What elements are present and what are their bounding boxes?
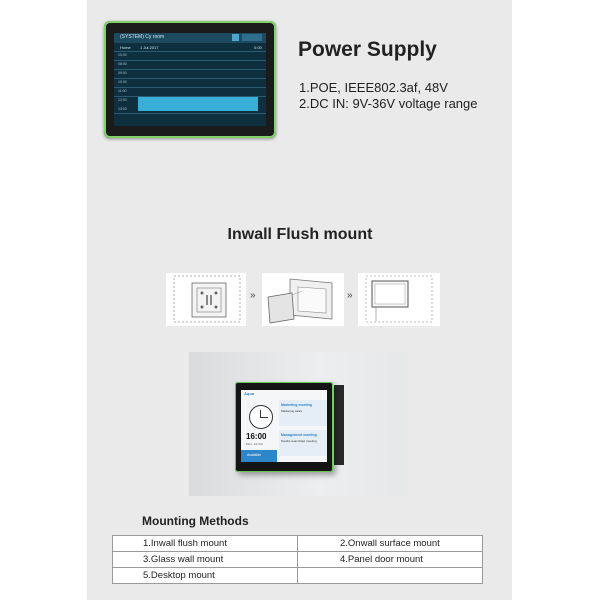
screen-col3: 0:00 (254, 45, 262, 50)
screen-row (114, 113, 266, 114)
device-side-bracket (334, 385, 344, 465)
screen-time: 13:00 (118, 107, 127, 111)
device-date: Mon, Jul 3rd (246, 442, 263, 446)
mounting-methods-title: Mounting Methods (142, 514, 249, 528)
device-brand: Aqua (244, 391, 254, 396)
table-cell: 1.Inwall flush mount (113, 536, 298, 552)
device-screen (241, 390, 327, 462)
table-cell: 5.Desktop mount (113, 568, 298, 584)
table-cell (298, 568, 483, 584)
table-row (113, 568, 483, 584)
clock-icon (249, 405, 273, 429)
inwall-step-3-diagram (358, 273, 440, 326)
screen-time: 12:00 (118, 98, 127, 102)
screen-header-title: (SYSTEM) Cy room (120, 34, 165, 40)
power-supply-line-1: 1.POE, IEEE802.3af, 48V (299, 80, 448, 95)
screen-col1: Home (120, 45, 131, 50)
device-time: 16:00 (246, 432, 267, 441)
table-row (113, 536, 483, 552)
inwall-step-1-diagram (166, 273, 246, 326)
screen-row (114, 69, 266, 70)
mounting-methods-table (112, 535, 483, 584)
meeting-1-title: Marketing meeting (281, 403, 312, 407)
device-tablet (235, 382, 333, 472)
step-arrow-1: » (250, 290, 256, 301)
device-wall-photo (189, 352, 408, 496)
inwall-flush-mount-title: Inwall Flush mount (227, 226, 373, 243)
table-cell: 3.Glass wall mount (113, 552, 298, 568)
screen-col2: 1 Jul 2017 (140, 45, 159, 50)
status-text: Available (247, 453, 262, 457)
screen-time: 10:00 (118, 53, 127, 57)
screen-row (114, 51, 266, 52)
meeting-2-title: Management meeting (281, 433, 317, 437)
screen-action-button (242, 34, 262, 41)
screen-time: 11:00 (118, 89, 127, 93)
table-cell: 2.Onwall surface mount (298, 536, 483, 552)
screen-row (114, 87, 266, 88)
screen-time: 08:00 (118, 62, 127, 66)
tablet-screen (114, 33, 266, 126)
clock-minute-hand (260, 417, 268, 418)
screen-menu-icon (232, 34, 239, 41)
table-cell: 4.Panel door mount (298, 552, 483, 568)
tablet-image-top (104, 21, 276, 138)
screen-time: 10:00 (118, 80, 127, 84)
screen-booking-highlight (138, 97, 258, 111)
table-row (113, 552, 483, 568)
step-arrow-2: » (347, 290, 353, 301)
power-supply-title: Power Supply (298, 38, 437, 61)
meeting-1-subtitle: Marketing sales (281, 409, 303, 413)
screen-row (114, 60, 266, 61)
inwall-step-2-diagram (262, 273, 344, 326)
screen-row (114, 78, 266, 79)
screen-time: 09:00 (118, 71, 127, 75)
power-supply-line-2: 2.DC IN: 9V-36V voltage range (299, 96, 478, 111)
meeting-2-subtitle: Dandie team/Capt meeting (281, 439, 317, 443)
